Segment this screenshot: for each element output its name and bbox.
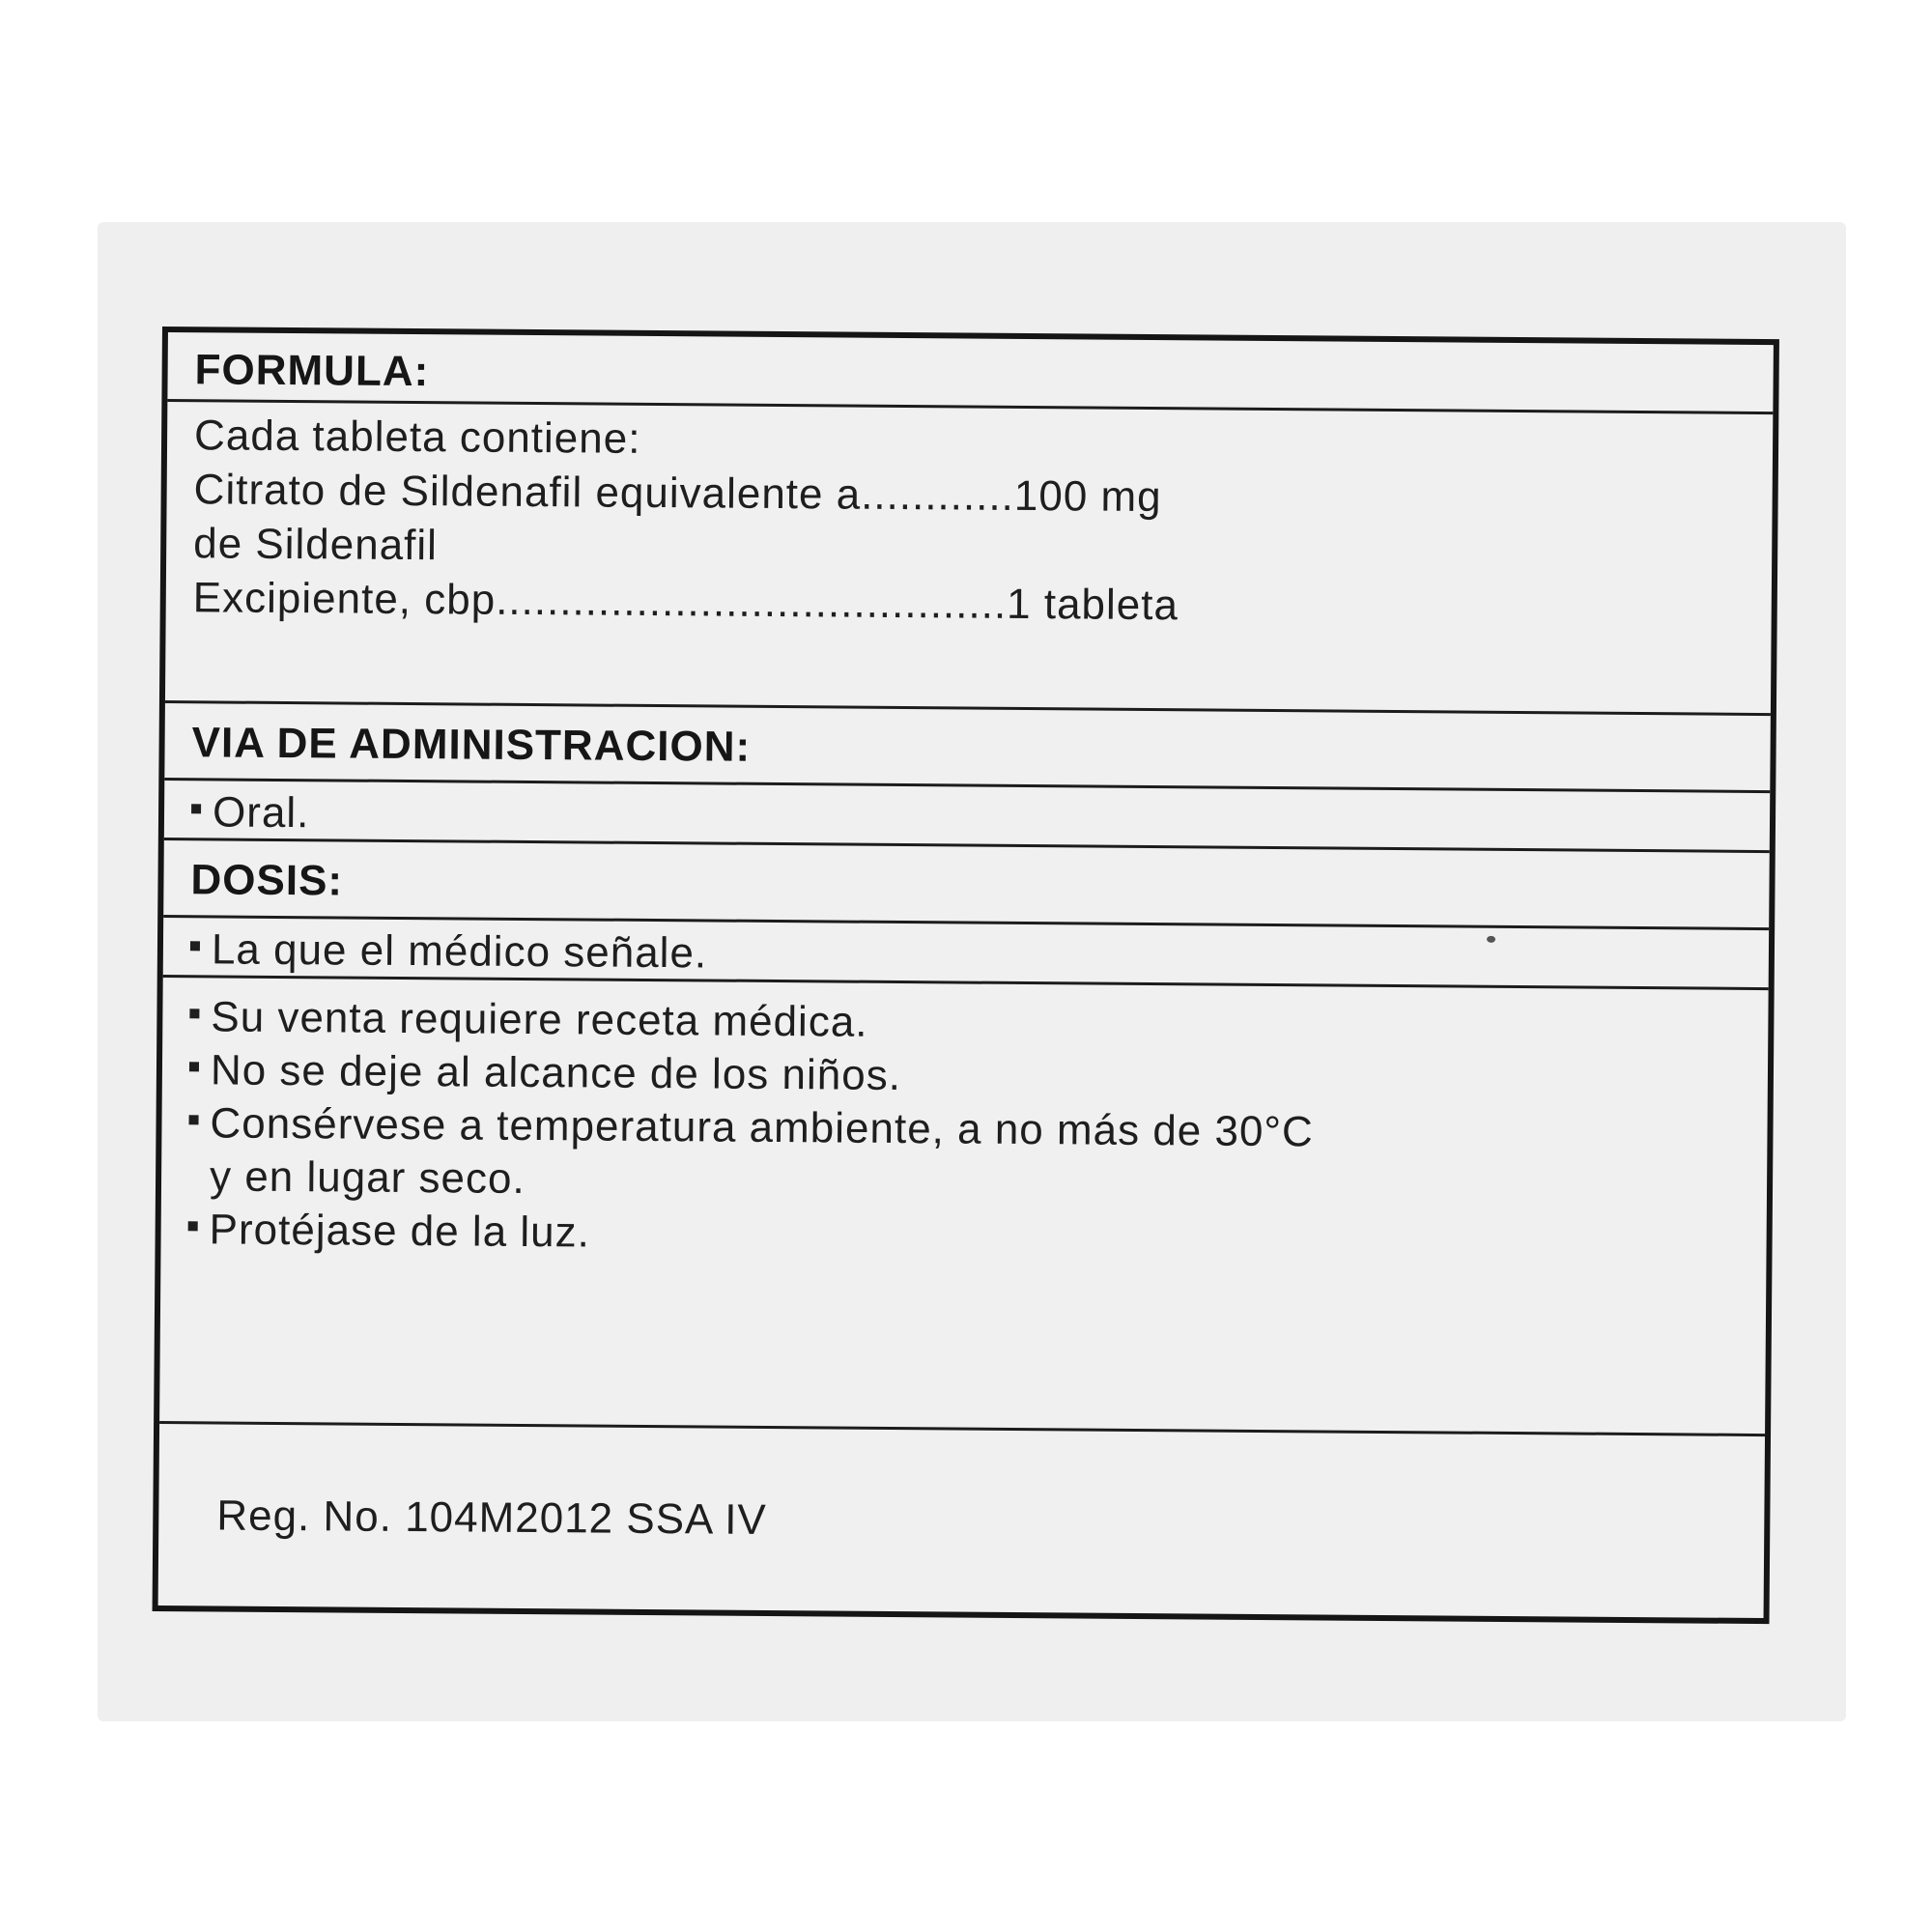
warning-item-continued: y en lugar seco. [209, 1152, 526, 1203]
formula-header-row [167, 332, 1774, 414]
warning-item: Su venta requiere receta médica. [189, 993, 868, 1047]
dosis-value-text: La que el médico señale. [211, 925, 708, 978]
bullet-icon [189, 1116, 199, 1125]
medication-label [153, 327, 1779, 1624]
bullet-icon [188, 1222, 198, 1232]
print-speck [1487, 936, 1495, 943]
registration-number: Reg. No. 104M2012 SSA IV [216, 1492, 767, 1544]
warning-item: Protéjase de la luz. [187, 1206, 590, 1257]
dosis-header-row [163, 840, 1770, 930]
bullet-icon [189, 1009, 199, 1019]
via-value [191, 788, 310, 838]
registration-row [158, 1424, 1765, 1618]
formula-heading: FORMULA: [194, 346, 430, 396]
warnings-row [159, 978, 1769, 1436]
via-header-row [164, 703, 1771, 793]
dosis-heading: DOSIS: [190, 856, 344, 905]
warning-item: No se deje al alcance de los niños. [189, 1046, 901, 1100]
formula-line: Cada tableta contiene: [193, 412, 641, 463]
warning-item: Consérvese a temperatura ambiente, a no más de 30°C [188, 1099, 1314, 1156]
formula-line: de Sildenafil [193, 520, 439, 570]
formula-line: Citrato de Sildenafil equivalente a............100 mg [193, 466, 1162, 522]
dosis-value [190, 925, 708, 978]
bullet-icon [189, 1063, 199, 1072]
bullet-icon [191, 805, 201, 814]
bullet-icon [190, 942, 200, 952]
formula-content-row [165, 402, 1773, 716]
via-value-text: Oral. [212, 788, 310, 838]
via-heading: VIA DE ADMINISTRACION: [191, 719, 752, 771]
formula-line: Excipiente, cbp........................................1 tableta [192, 574, 1179, 630]
